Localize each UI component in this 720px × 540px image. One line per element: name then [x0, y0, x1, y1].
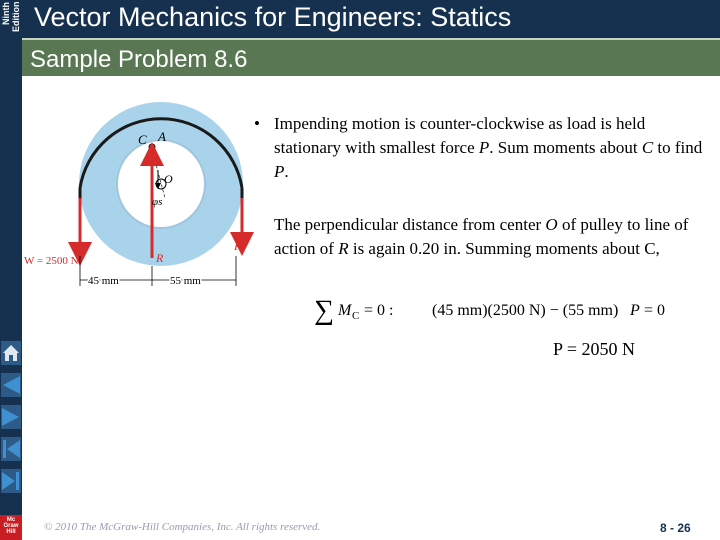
header — [22, 0, 720, 38]
label-a: A — [158, 129, 166, 144]
prev-icon — [0, 372, 22, 398]
copyright: © 2010 The McGraw-Hill Companies, Inc. All rights reserved. — [44, 521, 321, 533]
svg-text:(45 mm)(2500 N) − (55 mm): (45 mm)(2500 N) − (55 mm) — [432, 302, 619, 319]
last-slide-button[interactable] — [0, 468, 22, 494]
bullet-marker: • — [254, 114, 260, 133]
dimension-right: 55 mm — [170, 275, 201, 287]
previous-button[interactable] — [0, 372, 22, 398]
edition-label: Ninth Edition — [1, 2, 21, 33]
svg-text:= 0: = 0 — [644, 302, 666, 319]
label-p: P — [234, 239, 242, 253]
home-icon — [0, 340, 22, 366]
page-number: 8 - 26 — [660, 521, 691, 535]
svg-text:P: P — [630, 302, 640, 319]
label-o: O — [164, 172, 173, 186]
pulley-figure — [24, 88, 256, 298]
result-equation: P = 2050 N — [553, 339, 635, 359]
publisher-logo: Mc Graw Hill — [0, 515, 22, 540]
svg-text:= 0 :: = 0 : — [364, 302, 394, 319]
dimension-left: 45 mm — [88, 275, 119, 287]
label-phi: φs — [152, 196, 163, 208]
label-w: W = 2500 N — [24, 255, 79, 267]
label-r: R — [156, 251, 164, 265]
subheader — [22, 38, 720, 76]
sidebar — [0, 0, 22, 540]
moment-equation — [312, 293, 692, 329]
next-button[interactable] — [0, 404, 22, 430]
header-title: Vector Mechanics for Engineers: Statics — [34, 2, 512, 32]
bullet-body: Impending motion is counter-clockwise as load is held stationary with smallest force P. Sum moments about C to find P. — [274, 114, 703, 181]
next-icon — [0, 404, 22, 430]
svg-text:∑: ∑ — [314, 295, 334, 326]
first-slide-button[interactable] — [0, 436, 22, 462]
svg-text:C: C — [352, 310, 360, 322]
label-c: C — [138, 132, 147, 147]
first-icon — [0, 436, 22, 462]
last-icon — [0, 468, 22, 494]
bullet-item — [254, 112, 714, 184]
explanation-paragraph: The perpendicular distance from center O of pulley to line of action of R is again 0.20 in. Summing moments about C, — [274, 215, 689, 258]
slide-title: Sample Problem 8.6 — [30, 46, 248, 73]
home-button[interactable] — [0, 340, 22, 366]
svg-text:M: M — [338, 302, 352, 319]
